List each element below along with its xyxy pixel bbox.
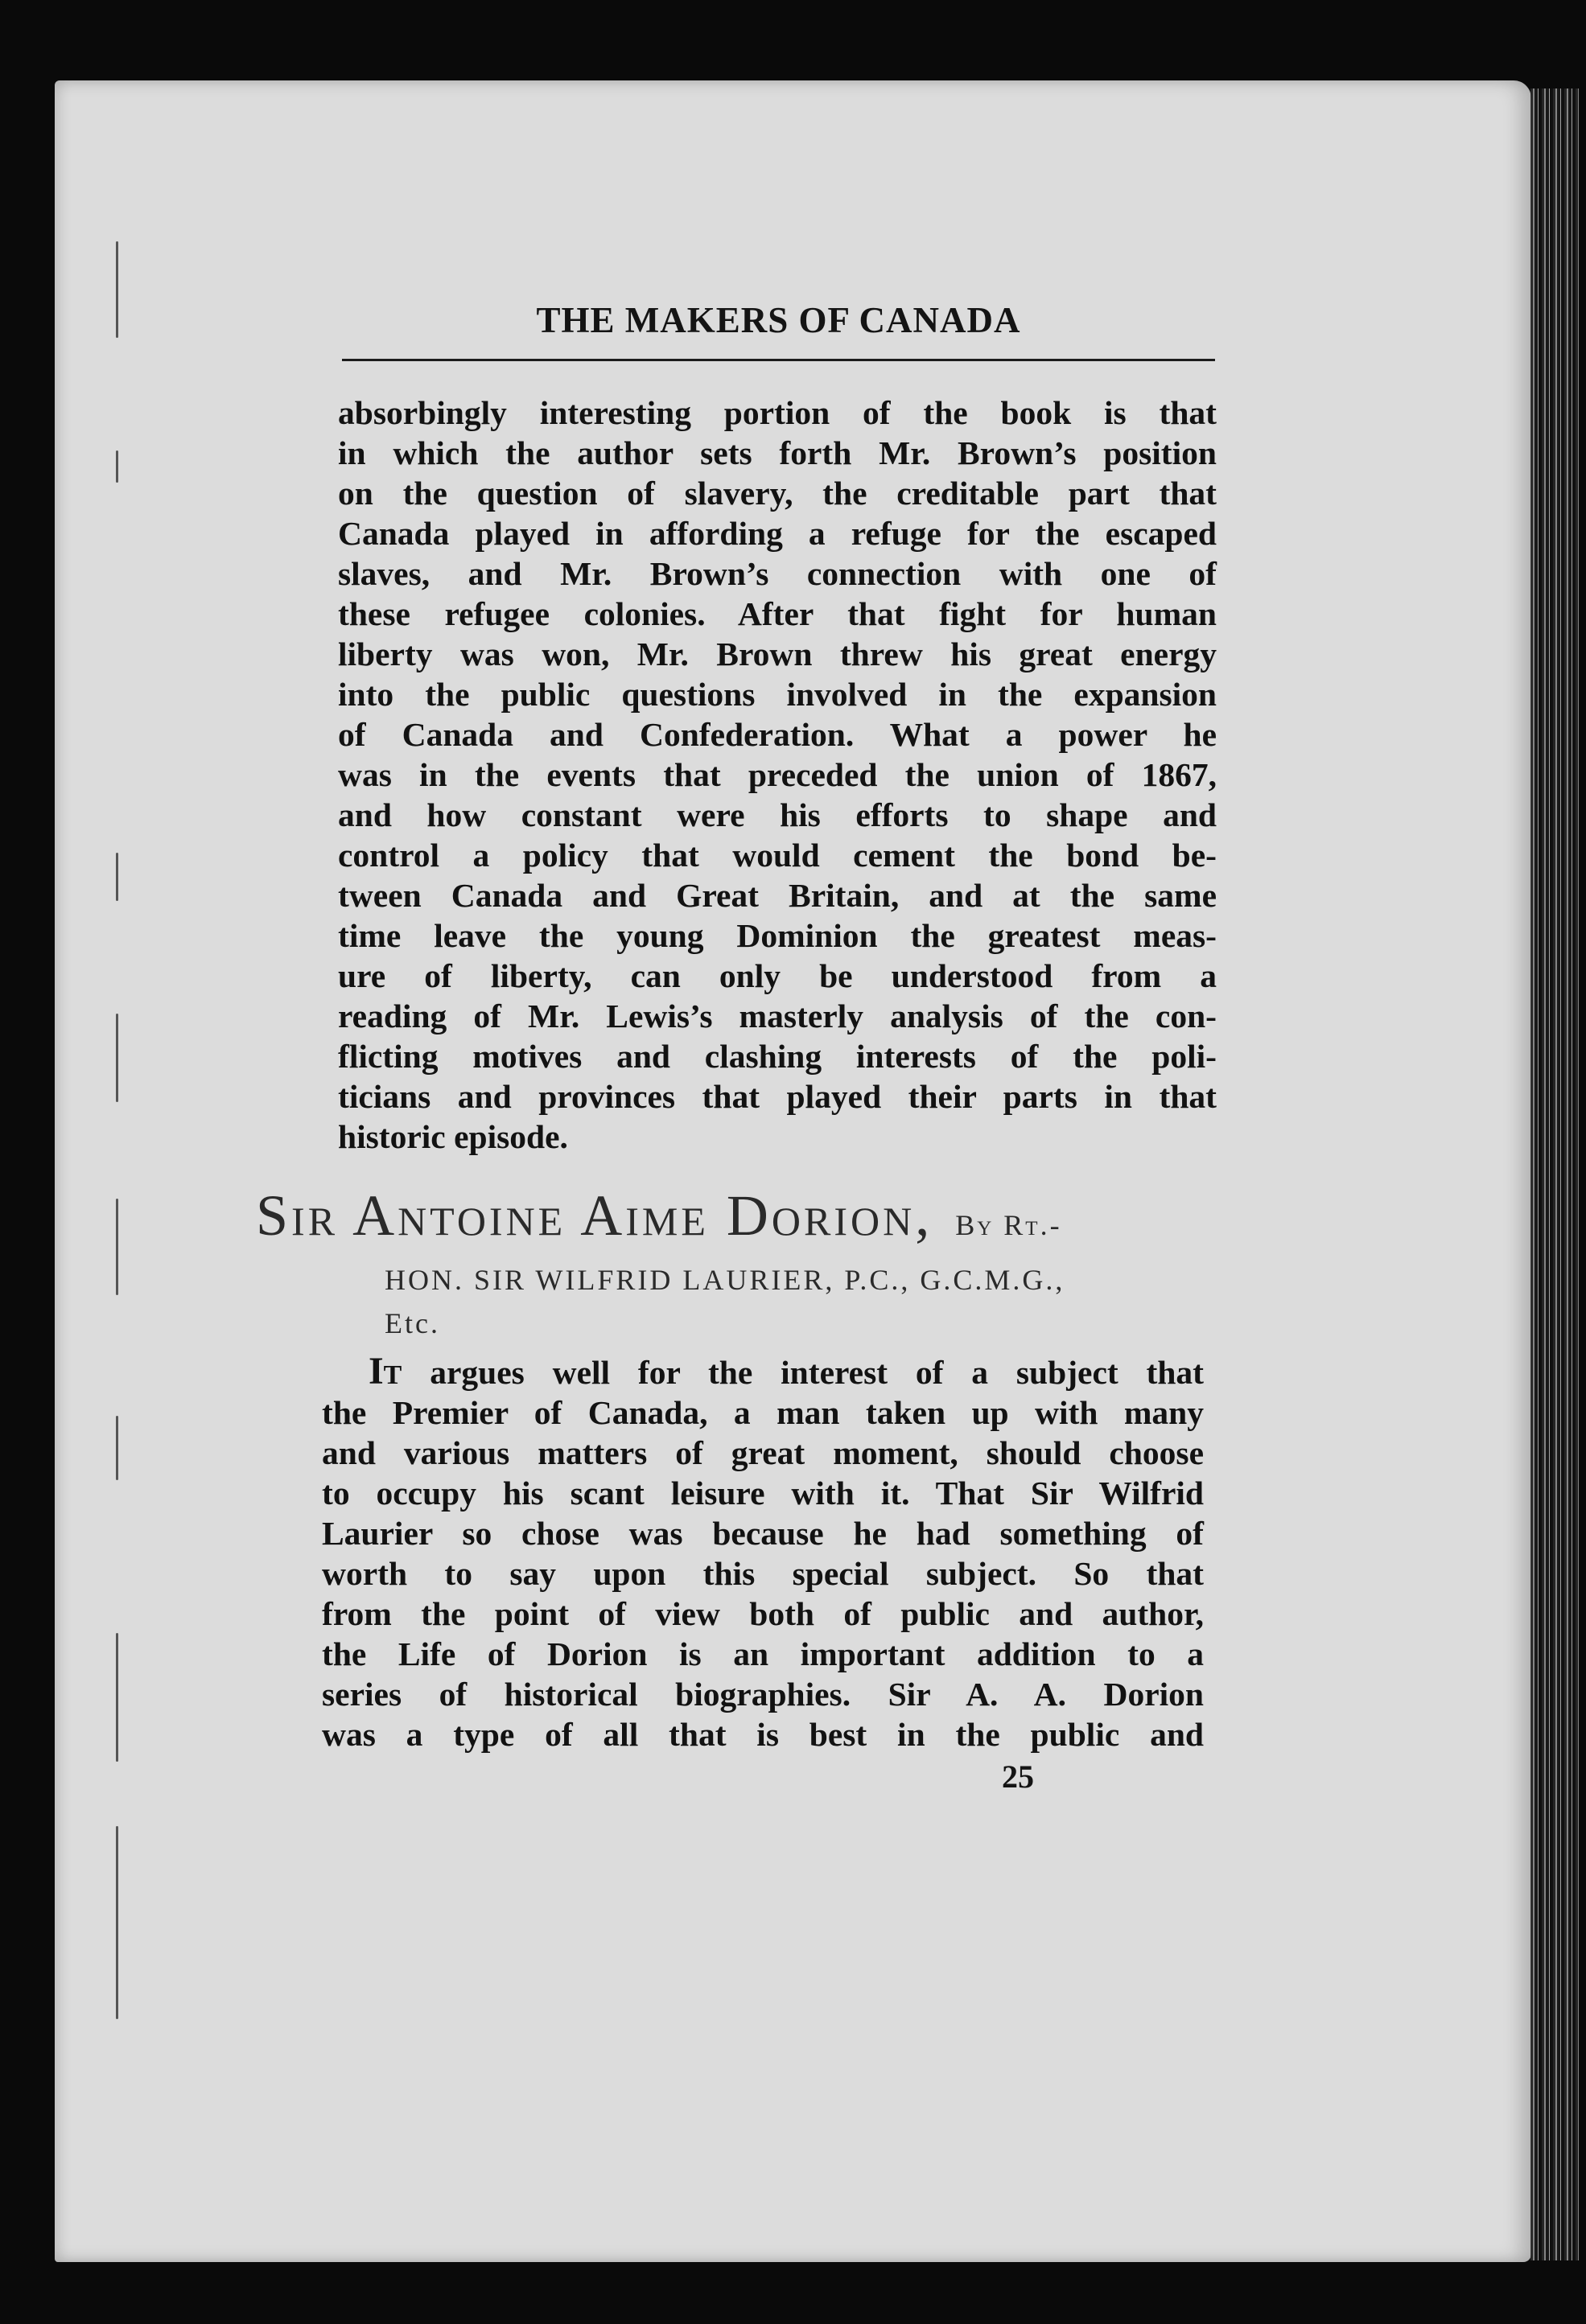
- text-line: into the public questions involved in the expansion: [338, 676, 1217, 713]
- text-line-rest: argues well for the interest of a subject that: [402, 1354, 1204, 1391]
- section-author-etc: Etc.: [385, 1307, 440, 1339]
- gutter-marks: [108, 209, 140, 2140]
- dropcap: It: [369, 1350, 402, 1392]
- running-head: THE MAKERS OF CANADA: [536, 300, 1021, 340]
- page-edge-shadow: [1530, 88, 1579, 2260]
- text-line: Laurier so chose was because he had something of: [322, 1515, 1204, 1552]
- text-line: absorbingly interesting portion of the book is that: [338, 394, 1217, 431]
- header-rule: [342, 359, 1215, 361]
- text-line: ticians and provinces that played their parts in that: [338, 1078, 1217, 1115]
- text-line: from the point of view both of public and author,: [322, 1595, 1204, 1632]
- text-line-first: [322, 1351, 1204, 1392]
- text-line: control a policy that would cement the bond be-: [338, 837, 1217, 874]
- page-number: 25: [1002, 1758, 1034, 1795]
- text-line: time leave the young Dominion the greatest meas-: [338, 917, 1217, 954]
- text-line: on the question of slavery, the creditable part that: [338, 475, 1217, 512]
- text-line: series of historical biographies. Sir A. A. Dorion: [322, 1676, 1204, 1713]
- text-line: in which the author sets forth Mr. Brown’s position: [338, 434, 1217, 471]
- text-line: to occupy his scant leisure with it. That Sir Wilfrid: [322, 1475, 1204, 1512]
- section-byline: By Rt.-: [955, 1209, 1062, 1241]
- text-line: historic episode.: [338, 1118, 568, 1155]
- text-line: the Life of Dorion is an important addition to a: [322, 1635, 1204, 1672]
- text-line: and various matters of great moment, should choose: [322, 1434, 1204, 1471]
- text-line: slaves, and Mr. Brown’s connection with one of: [338, 555, 1217, 592]
- text-line: reading of Mr. Lewis’s masterly analysis of the con-: [338, 997, 1217, 1034]
- section-title: Sir Antoine Aime Dorion,: [256, 1183, 933, 1248]
- text-line: worth to say upon this special subject. So that: [322, 1555, 1204, 1592]
- text-line: the Premier of Canada, a man taken up with many: [322, 1394, 1204, 1431]
- text-line: was in the events that preceded the union of 1867,: [338, 756, 1217, 793]
- text-line: and how constant were his efforts to shape and: [338, 796, 1217, 833]
- section-heading-dorion: [256, 1183, 1238, 1345]
- text-line: flicting motives and clashing interests of the poli-: [338, 1038, 1217, 1075]
- text-line: these refugee colonies. After that fight for human: [338, 595, 1217, 632]
- text-line: liberty was won, Mr. Brown threw his great energy: [338, 636, 1217, 673]
- text-line: Canada played in affording a refuge for the escaped: [338, 515, 1217, 552]
- text-line: tween Canada and Great Britain, and at the same: [338, 877, 1217, 914]
- section-author-line: HON. SIR WILFRID LAURIER, P.C., G.C.M.G.,: [385, 1264, 1065, 1296]
- text-line: was a type of all that is best in the public and: [322, 1716, 1204, 1753]
- paragraph-brown: [338, 393, 1217, 1157]
- paragraph-dorion: [322, 1351, 1204, 1754]
- text-line: of Canada and Confederation. What a power he: [338, 716, 1217, 753]
- text-line: ure of liberty, can only be understood from a: [338, 957, 1217, 994]
- section-title-line: [256, 1183, 1238, 1258]
